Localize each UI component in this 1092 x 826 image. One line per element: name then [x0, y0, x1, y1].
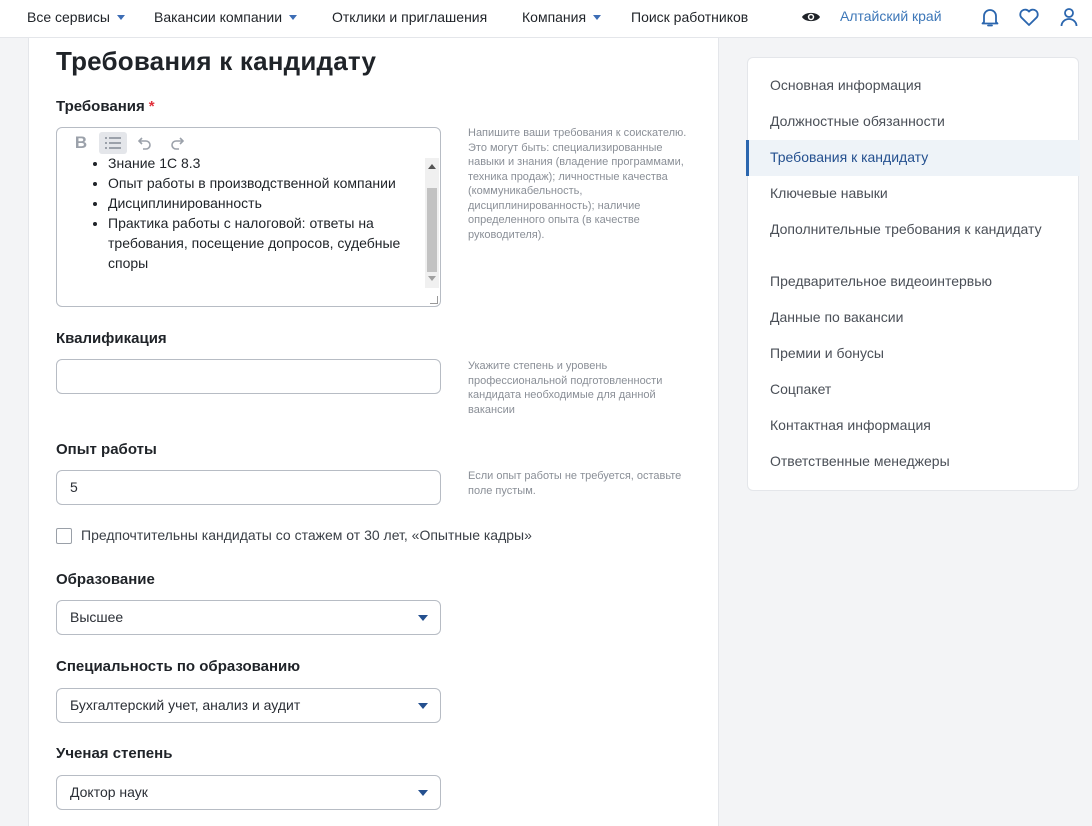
education-value: Высшее — [70, 609, 124, 625]
requirements-label-text: Требования — [56, 98, 145, 115]
vacancy-form-card — [28, 38, 719, 826]
degree-value: Доктор наук — [70, 784, 148, 800]
chevron-down-icon — [117, 15, 125, 20]
list-icon[interactable] — [99, 132, 127, 154]
editor-content[interactable] — [57, 156, 427, 306]
requirements-hint: Напишите ваши требования к соискателю. Это могут быть: специализированные навыки и знания (владение программами, техника продаж); личностные качества (коммуникабельность, дисциплинированность); наличие определенного опыта (в качестве руководителя). — [468, 127, 687, 241]
education-label: Образование — [56, 571, 155, 588]
experience-hint: Если опыт работы не требуется, оставьте поле пустым. — [468, 470, 682, 497]
side-item-video-interview[interactable]: Предварительное видеоинтервью — [770, 273, 993, 289]
scroll-up-icon[interactable] — [428, 164, 436, 169]
user-icon[interactable] — [1057, 5, 1081, 29]
side-item-managers[interactable]: Ответственные менеджеры — [770, 453, 950, 469]
requirements-label — [56, 98, 155, 115]
side-item-key-skills[interactable]: Ключевые навыки — [770, 185, 888, 201]
specialty-select[interactable] — [56, 688, 441, 723]
nav-responses[interactable] — [332, 9, 487, 25]
editor-toolbar — [67, 132, 195, 154]
qualification-input[interactable] — [56, 359, 441, 394]
chevron-down-icon — [418, 615, 428, 621]
nav-find-workers[interactable] — [631, 9, 748, 25]
required-mark: * — [148, 98, 155, 115]
list-item: • Опыт работы в производственной компании — [108, 173, 427, 193]
chevron-down-icon — [593, 15, 601, 20]
nav-label: Отклики и приглашения — [332, 9, 488, 25]
chevron-down-icon — [289, 15, 297, 20]
heart-icon[interactable] — [1017, 5, 1041, 29]
bell-icon[interactable] — [978, 5, 1002, 29]
list-item: • Знание 1С 8.3 — [108, 156, 427, 173]
nav-label: Компания — [522, 9, 587, 25]
qualification-hint: Укажите степень и уровень профессиональной подготовленности кандидата необходимые для данной вакансии — [468, 360, 663, 416]
nav-all-services[interactable] — [27, 9, 125, 25]
list-item: • Практика работы с налоговой: ответы на требования, посещение допросов, судебные споры — [108, 213, 427, 273]
page-title: Требования к кандидату — [56, 46, 377, 76]
requirements-list — [108, 156, 427, 273]
eye-icon[interactable] — [801, 10, 821, 24]
nav-label: Поиск работников — [631, 9, 749, 25]
section-navigation — [747, 57, 1079, 491]
scroll-down-icon[interactable] — [428, 276, 436, 281]
region-selector[interactable]: Алтайский край — [840, 8, 942, 24]
bold-icon[interactable]: B — [74, 133, 88, 152]
side-item-duties[interactable]: Должностные обязанности — [770, 113, 945, 129]
chevron-down-icon — [418, 790, 428, 796]
side-item-bonuses[interactable]: Премии и бонусы — [770, 345, 884, 361]
experience-label: Опыт работы — [56, 441, 157, 458]
requirements-editor[interactable] — [56, 127, 441, 307]
undo-icon[interactable] — [131, 132, 159, 154]
resize-handle-icon[interactable] — [430, 296, 438, 304]
experience-input[interactable]: 5 — [56, 470, 441, 505]
side-item-contact-info[interactable]: Контактная информация — [770, 417, 931, 433]
chevron-down-icon — [418, 703, 428, 709]
nav-company-vacancies[interactable] — [154, 9, 297, 25]
degree-select[interactable] — [56, 775, 441, 810]
list-item: • Дисциплинированность — [108, 193, 427, 213]
specialty-label: Специальность по образованию — [56, 658, 301, 675]
education-select[interactable] — [56, 600, 441, 635]
side-item-basic-info[interactable]: Основная информация — [770, 77, 922, 93]
redo-icon[interactable] — [163, 132, 191, 154]
degree-label: Ученая степень — [56, 745, 173, 762]
side-item-vacancy-data[interactable]: Данные по вакансии — [770, 309, 904, 325]
nav-label: Вакансии компании — [154, 9, 283, 25]
side-item-additional-requirements[interactable]: Дополнительные требования к кандидату — [770, 221, 1042, 237]
nav-company[interactable] — [522, 9, 601, 25]
senior-candidates-checkbox[interactable] — [56, 528, 72, 544]
qualification-label: Квалификация — [56, 330, 167, 347]
specialty-value: Бухгалтерский учет, анализ и аудит — [70, 697, 301, 713]
side-item-social-package[interactable]: Соцпакет — [770, 381, 832, 397]
scrollbar-thumb[interactable] — [427, 188, 437, 272]
top-navigation — [0, 0, 1092, 38]
senior-candidates-label[interactable]: Предпочтительны кандидаты со стажем от 30 лет, «Опытные кадры» — [81, 527, 532, 543]
side-item-requirements[interactable]: Требования к кандидату — [770, 149, 929, 165]
nav-label: Все сервисы — [27, 9, 110, 25]
